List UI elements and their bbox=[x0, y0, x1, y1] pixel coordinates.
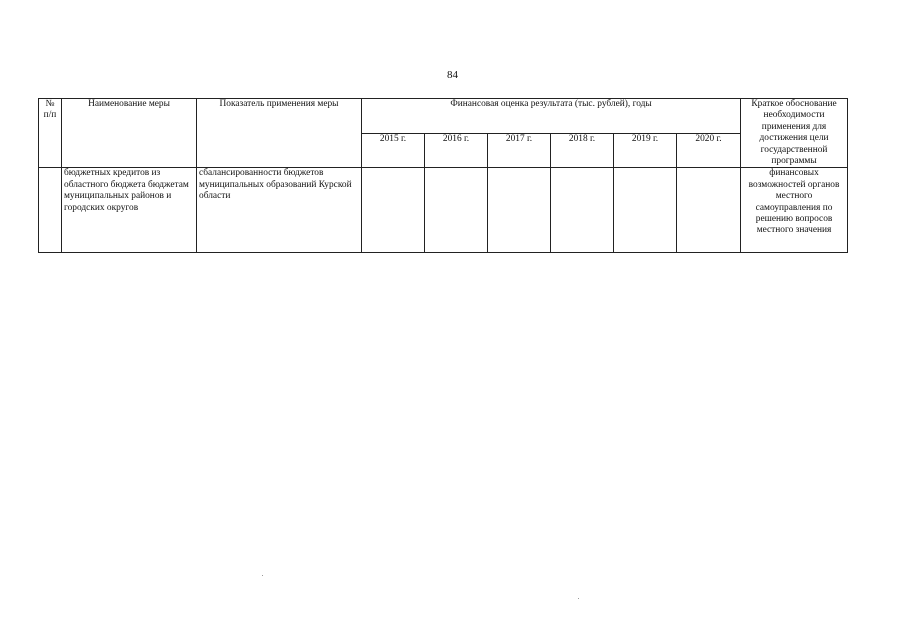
row-value-2019 bbox=[614, 168, 677, 253]
header-year-2017: 2017 г. bbox=[488, 133, 551, 168]
row-indicator: сбалансированности бюджетов муниципальных образований Курской области bbox=[197, 168, 362, 253]
header-indicator: Показатель применения меры bbox=[197, 99, 362, 168]
header-justification: Краткое обоснование необходимости применения для достижения цели государственной программы bbox=[741, 99, 848, 168]
header-year-2016: 2016 г. bbox=[425, 133, 488, 168]
scan-speck bbox=[578, 598, 579, 599]
row-value-2020 bbox=[677, 168, 741, 253]
row-justification: финансовых возможностей органов местного самоуправления по решению вопросов местного значения bbox=[741, 168, 848, 253]
header-year-2015: 2015 г. bbox=[362, 133, 425, 168]
row-value-2016 bbox=[425, 168, 488, 253]
scan-speck bbox=[262, 575, 263, 576]
header-num: № п/п bbox=[39, 99, 62, 168]
header-measure: Наименование меры bbox=[62, 99, 197, 168]
measures-table bbox=[38, 98, 848, 253]
row-value-2017 bbox=[488, 168, 551, 253]
header-year-2020: 2020 г. bbox=[677, 133, 741, 168]
page-number: 84 bbox=[447, 69, 458, 81]
table-row bbox=[39, 168, 848, 253]
header-year-2019: 2019 г. bbox=[614, 133, 677, 168]
row-measure: бюджетных кредитов из областного бюджета бюджетам муниципальных районов и городских округов bbox=[62, 168, 197, 253]
header-year-2018: 2018 г. bbox=[551, 133, 614, 168]
header-financial: Финансовая оценка результата (тыс. рублей), годы bbox=[362, 99, 741, 134]
row-value-2018 bbox=[551, 168, 614, 253]
row-value-2015 bbox=[362, 168, 425, 253]
row-num bbox=[39, 168, 62, 253]
